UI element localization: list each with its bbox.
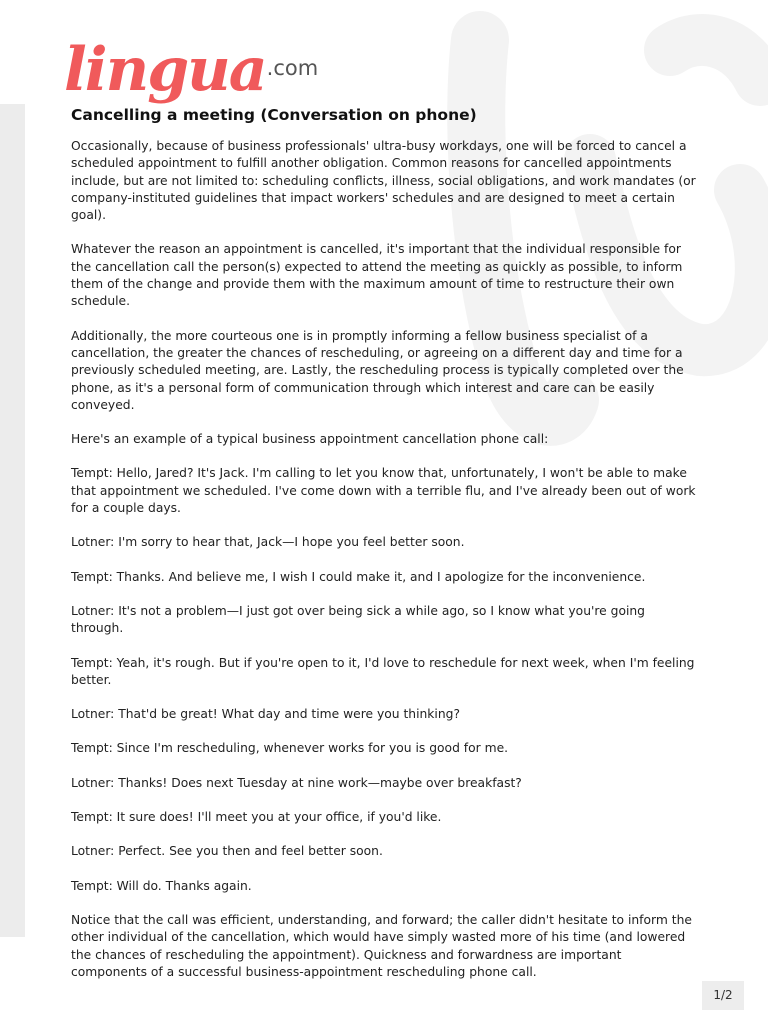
dialogue-line: Lotner: Thanks! Does next Tuesday at nine work—maybe over breakfast?	[71, 775, 522, 790]
dialogue-line: Tempt: Thanks. And believe me, I wish I could make it, and I apologize for the inconvenience.	[71, 569, 646, 584]
dialogue-line: Lotner: Perfect. See you then and feel better soon.	[71, 844, 383, 859]
dialogue-line: Lotner: It's not a problem—I just got over being sick a while ago, so I know what you're going through.	[71, 603, 645, 636]
dialogue-line: Lotner: I'm sorry to hear that, Jack—I hope you feel better soon.	[71, 535, 465, 550]
example-intro-paragraph: Here's an example of a typical business appointment cancellation phone call:	[71, 432, 549, 447]
dialogue-line: Lotner: That'd be great! What day and time were you thinking?	[71, 707, 460, 722]
courtesy-paragraph: Additionally, the more courteous one is in promptly informing a fellow business specialist of a cancellation, the greater the chances of rescheduling, or agreeing on a different day and time for a previously scheduled meeting, are. Lastly, the rescheduling process is typically completed over the phone, as it's a personal form of communication through which interest and care can be easily conveyed.	[71, 328, 684, 412]
document-body	[71, 138, 697, 998]
dialogue-line: Tempt: It sure does! I'll meet you at your office, if you'd like.	[71, 810, 442, 825]
logo-suffix: .com	[266, 56, 319, 80]
reason-paragraph: Whatever the reason an appointment is cancelled, it's important that the individual responsible for the cancellation call the person(s) expected to attend the meeting as quickly as possible, to inform them of the change and provide them with the maximum amount of time to restructure their own schedule.	[71, 242, 683, 309]
intro-paragraph: Occasionally, because of business professionals' ultra-busy workdays, one will be forced to cancel a scheduled appointment to fulfill another obligation. Common reasons for cancelled appointments include, but are not limited to: scheduling conflicts, illness, social obligations, and work mandates (or company-instituted guidelines that impact workers' schedules and are designed to meet a certain goal).	[71, 139, 696, 223]
logo-wordmark: lingua	[64, 35, 266, 105]
lingua-logo[interactable]	[64, 14, 319, 105]
dialogue-line: Tempt: Will do. Thanks again.	[71, 878, 252, 893]
dialogue-line: Tempt: Yeah, it's rough. But if you're open to it, I'd love to reschedule for next week, when I'm feeling better.	[71, 655, 695, 687]
dialogue-line: Tempt: Hello, Jared? It's Jack. I'm calling to let you know that, unfortunately, I won't be able to make that appointment we scheduled. I've come down with a terrible flu, and I've already been out of work for a couple days.	[71, 466, 696, 516]
conclusion-paragraph: Notice that the call was efficient, understanding, and forward; the caller didn't hesitate to inform the other individual of the cancellation, which would have simply wasted more of his time (and lowered the chances of rescheduling the appointment). Quickness and forwardness are important components of a successful business-appointment rescheduling phone call.	[71, 912, 692, 979]
document-title: Cancelling a meeting (Conversation on phone)	[71, 106, 477, 124]
page-indicator: 1/2	[702, 981, 744, 1010]
side-bar	[0, 104, 25, 937]
dialogue-line: Tempt: Since I'm rescheduling, whenever works for you is good for me.	[71, 741, 509, 756]
